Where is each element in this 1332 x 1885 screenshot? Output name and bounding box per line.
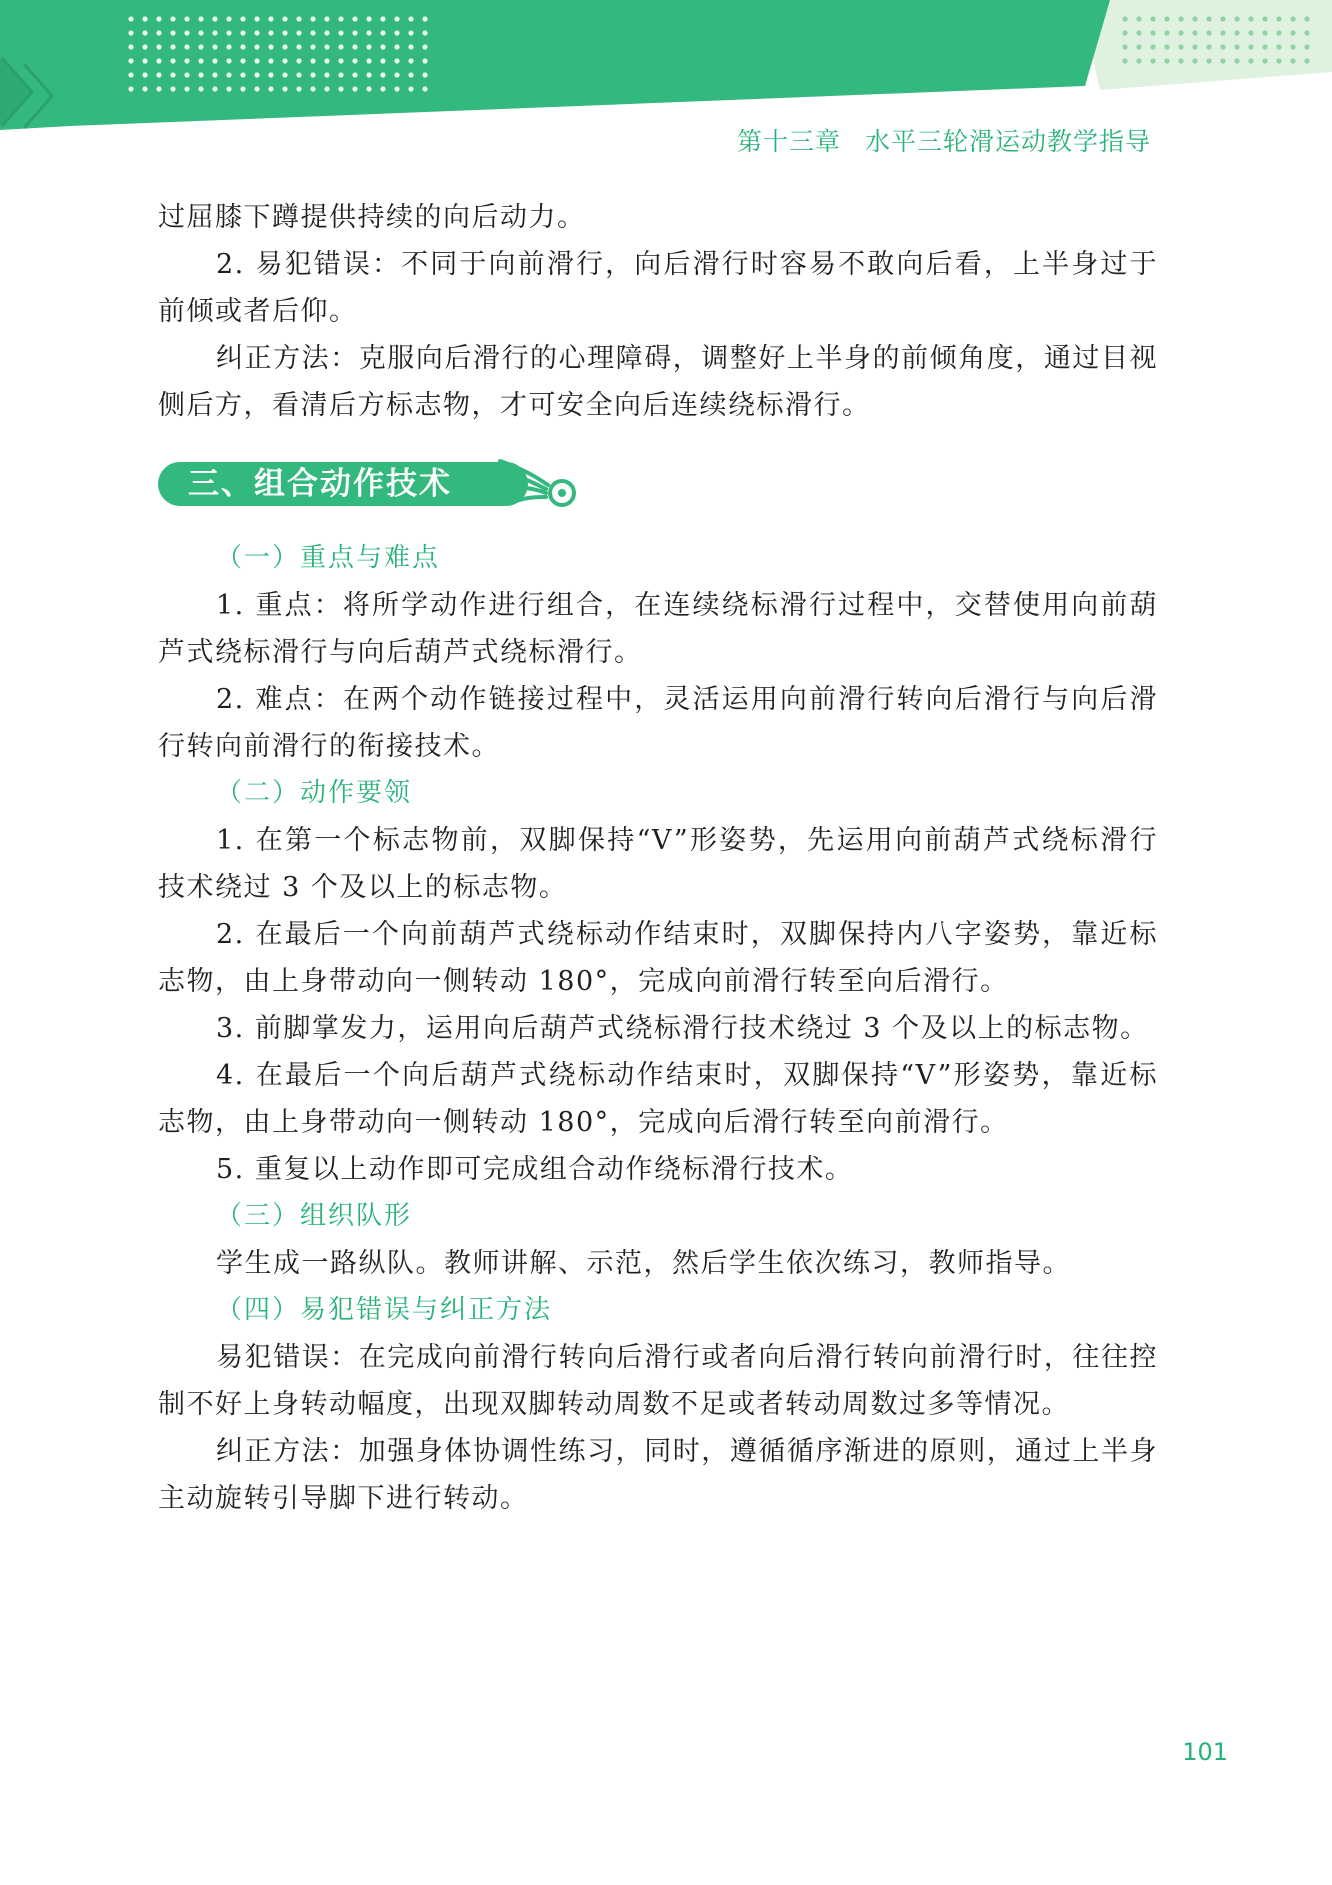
subsection-heading: （二）动作要领 [216,778,413,808]
paragraph: 纠正方法：克服向后滑行的心理障碍，调整好上半身的前倾角度，通过目视侧后方，看清后方标志物，才可安全向后连续绕标滑行。 [158,343,1158,421]
paragraph: 学生成一路纵队。教师讲解、示范，然后学生依次练习，教师指导。 [216,1248,1071,1279]
subsection-heading: （三）组织队形 [216,1201,413,1231]
wing-target-icon [496,457,586,511]
chapter-title: 水平三轮滑运动教学指导 [864,127,1151,156]
paragraph: 过屈膝下蹲提供持续的向后动力。 [158,202,586,233]
paragraph: 1. 在第一个标志物前，双脚保持“V”形姿势，先运用向前葫芦式绕标滑行技术绕过 3 个及以上的标志物。 [158,825,1158,903]
paragraph: 易犯错误：在完成向前滑行转向后滑行或者向后滑行转向前滑行时，往往控制不好上身转动幅度，出现双脚转动周数不足或者转动周数过多等情况。 [158,1342,1158,1420]
subsection-heading: （四）易犯错误与纠正方法 [216,1295,553,1325]
header-banner [0,0,1332,140]
paragraph: 2. 在最后一个向前葫芦式绕标动作结束时，双脚保持内八字姿势，靠近标志物，由上身带动向一侧转动 180°，完成向前滑行转至向后滑行。 [158,919,1158,997]
paragraph: 纠正方法：加强身体协调性练习，同时，遵循循序渐进的原则，通过上半身主动旋转引导脚下进行转动。 [158,1436,1158,1514]
running-header [737,122,1151,158]
section-heading [158,457,598,511]
paragraph: 2. 难点：在两个动作链接过程中，灵活运用向前滑行转向后滑行与向后滑行转向前滑行的衔接技术。 [158,684,1158,762]
paragraph: 4. 在最后一个向后葫芦式绕标动作结束时，双脚保持“V”形姿势，靠近标志物，由上身带动向一侧转动 180°，完成向后滑行转至向前滑行。 [158,1060,1158,1138]
page-body [158,194,1158,1522]
subsection-heading: （一）重点与难点 [216,543,441,573]
page-number: 101 [1182,1738,1228,1766]
paragraph: 5. 重复以上动作即可完成组合动作绕标滑行技术。 [216,1154,854,1185]
section-title: 三、组合动作技术 [188,466,452,502]
paragraph: 1. 重点：将所学动作进行组合，在连续绕标滑行过程中，交替使用向前葫芦式绕标滑行与向后葫芦式绕标滑行。 [158,590,1158,668]
paragraph: 3. 前脚掌发力，运用向后葫芦式绕标滑行技术绕过 3 个及以上的标志物。 [216,1013,1149,1044]
paragraph: 2. 易犯错误：不同于向前滑行，向后滑行时容易不敢向后看，上半身过于前倾或者后仰。 [158,249,1158,327]
chapter-number: 第十三章 [736,127,841,156]
